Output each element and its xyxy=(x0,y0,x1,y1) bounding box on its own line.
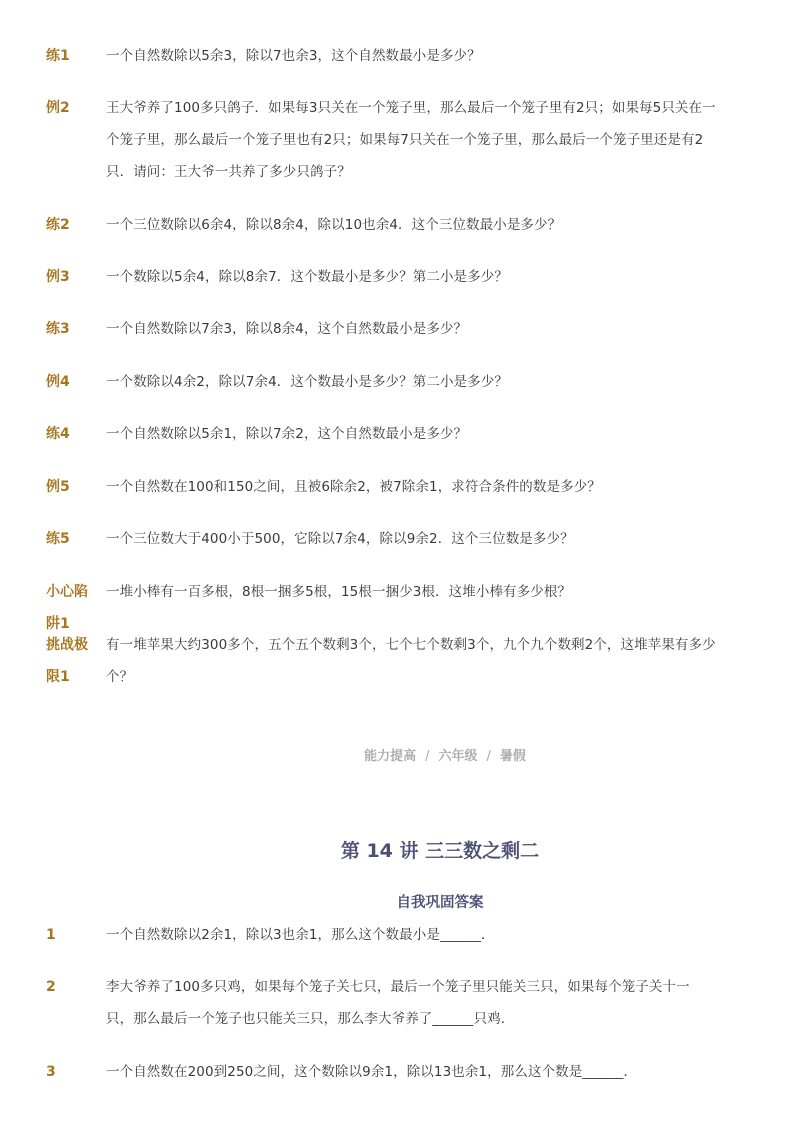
footer-grade: 六年级 xyxy=(438,749,478,764)
answer-text: 一个自然数在200到250之间，这个数除以9余1，除以13也余1，那么这个数是______． xyxy=(106,1064,638,1080)
item-text: 一个三位数大于400小于500，它除以7余4，除以9余2．这个三位数是多少？ xyxy=(106,531,574,547)
item-label: 练4 xyxy=(46,426,70,442)
footer-separator: / xyxy=(425,749,430,764)
item-label: 例2 xyxy=(46,100,70,116)
item-label: 练5 xyxy=(46,531,70,547)
item-text: 一个数除以4余2，除以7余4．这个数最小是多少？第二小是多少？ xyxy=(106,374,508,390)
item-label: 练1 xyxy=(46,48,70,64)
answer-text: 李大爷养了100多只鸡，如果每个笼子关七只，最后一个笼子里只能关三只，如果每个笼子关十一只，那么最后一个笼子也只能关三只，那么李大爷养了______只鸡． xyxy=(106,979,690,1027)
answer-text: 一个自然数除以2余1，除以3也余1，那么这个数最小是______． xyxy=(106,927,495,943)
footer-term: 暑假 xyxy=(499,749,526,764)
item-label: 挑战极限1 xyxy=(46,637,88,685)
section-title: 自我巩固答案 xyxy=(396,895,484,911)
item-text: 一个自然数除以5余3，除以7也余3，这个自然数最小是多少？ xyxy=(106,48,481,64)
page-footer xyxy=(0,745,800,764)
item-text: 有一堆苹果大约300多个，五个五个数剩3个，七个七个数剩3个，九个九个数剩2个，这堆苹果有多少个？ xyxy=(106,637,716,685)
item-label: 例4 xyxy=(46,374,70,390)
item-label: 例3 xyxy=(46,269,70,285)
item-text: 一个数除以5余4，除以8余7．这个数最小是多少？第二小是多少？ xyxy=(106,269,508,285)
answer-number: 2 xyxy=(46,979,56,995)
item-label: 练2 xyxy=(46,217,70,233)
item-text: 一堆小棒有一百多根，8根一捆多5根，15根一捆少3根．这堆小棒有多少根？ xyxy=(106,584,572,600)
item-text: 一个自然数除以5余1，除以7余2，这个自然数最小是多少？ xyxy=(106,426,468,442)
item-text: 王大爷养了100多只鸽子．如果每3只关在一个笼子里，那么最后一个笼子里有2只；如果每5只关在一个笼子里，那么最后一个笼子里也有2只；如果每7只关在一个笼子里，那么最后一个笼子里还是有2只．请问：王大爷一共养了多少只鸽子？ xyxy=(106,100,716,180)
footer-course: 能力提高 xyxy=(364,749,417,764)
item-text: 一个自然数在100和150之间，且被6除余2，被7除余1，求符合条件的数是多少？ xyxy=(106,479,601,495)
answer-number: 1 xyxy=(46,927,56,943)
item-text: 一个三位数除以6余4，除以8余4，除以10也余4．这个三位数最小是多少？ xyxy=(106,217,562,233)
item-label: 练3 xyxy=(46,321,70,337)
answer-number: 3 xyxy=(46,1064,56,1080)
item-text: 一个自然数除以7余3，除以8余4，这个自然数最小是多少？ xyxy=(106,321,468,337)
lecture-title: 第 14 讲 三三数之剩二 xyxy=(340,840,540,862)
footer-separator: / xyxy=(486,749,491,764)
item-label: 小心陷阱1 xyxy=(46,584,88,632)
item-label: 例5 xyxy=(46,479,70,495)
